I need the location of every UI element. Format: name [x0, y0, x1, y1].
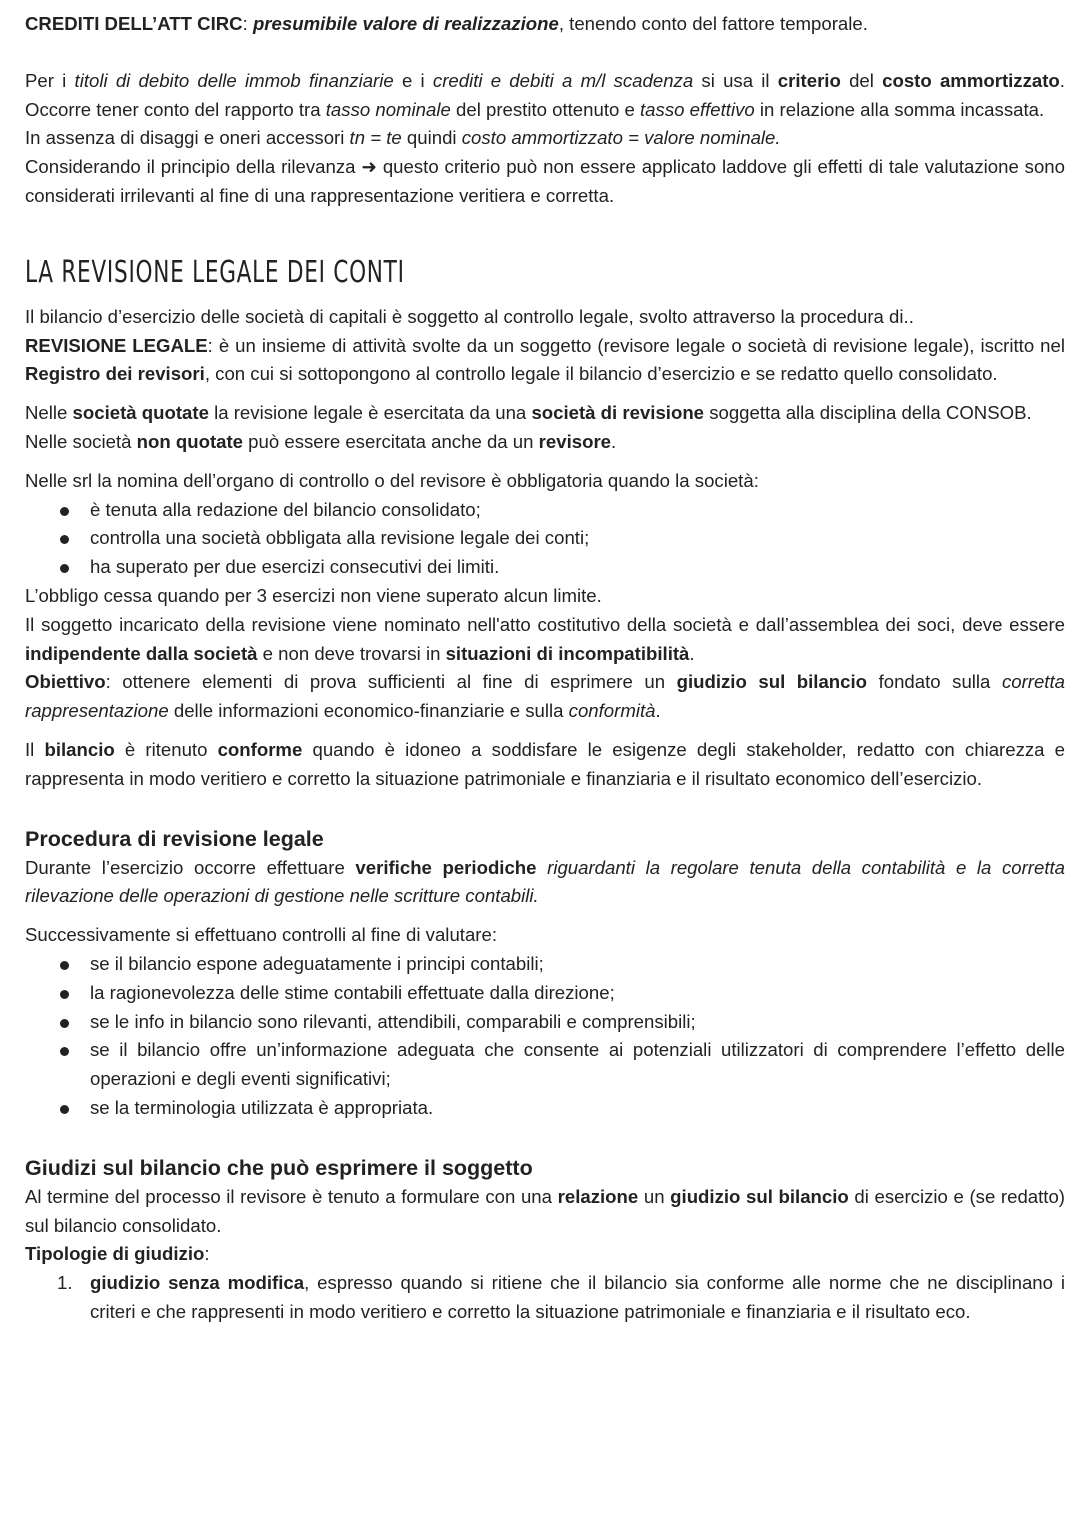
list-item — [90, 524, 1065, 553]
controlli-intro: Successivamente si effettuano controlli al fine di valutare: — [25, 924, 497, 946]
text-run: costo ammortizzato = valore nominale. — [461, 127, 781, 149]
revisione-intro: Il bilancio d’esercizio delle società di capitali è soggetto al controllo legale, svolto attraverso la procedura di.. — [25, 305, 914, 327]
crediti-paragraph — [25, 10, 1065, 39]
text-run: tasso nominale — [325, 98, 451, 120]
text-run: conformità — [568, 700, 656, 722]
crediti-label: CREDITI DELL’ATT CIRC — [25, 13, 243, 34]
crediti-sep: : — [242, 13, 253, 34]
text-run: , con cui si sottopongono al controllo legale il bilancio d’esercizio e se redatto quello consolidato. — [204, 363, 998, 385]
text-run: . Occorre tener conto del rapporto tra — [25, 69, 1065, 120]
text-run: . — [655, 700, 661, 722]
text-run: corretta rappresentazione — [25, 671, 1065, 722]
tipologie-label — [25, 1240, 1065, 1269]
text-run: giudizio sul bilancio — [676, 671, 868, 693]
text-run: : ottenere elementi di prova sufficienti al fine di esprimere un — [105, 671, 677, 693]
text-run: giudizio senza modifica — [90, 1272, 305, 1294]
text-run: si usa il — [693, 69, 778, 91]
text-run: crediti e debiti a m/l scadenza — [432, 69, 694, 91]
text-run: Tipologie di giudizio — [25, 1243, 205, 1265]
text-run: relazione — [557, 1185, 639, 1207]
section-title: LA REVISIONE LEGALE DEI CONTI — [25, 254, 405, 290]
text-run: può essere esercitata anche da un — [243, 430, 539, 452]
text-run: la revisione legale è esercitata da una — [208, 402, 532, 424]
text-run: del prestito ottenuto e — [450, 98, 641, 120]
text-run: Al termine del processo il revisore è tenuto a formulare con una — [25, 1185, 558, 1207]
text-run: fondato sulla — [867, 671, 1002, 693]
text-run: . — [689, 642, 695, 664]
bullet-icon — [60, 507, 69, 516]
text-run: conforme — [217, 738, 303, 760]
list-item-text: se la terminologia utilizzata è appropriata. — [90, 1096, 434, 1118]
text-run — [537, 857, 548, 878]
list-item — [90, 979, 1065, 1008]
disaggi-paragraph — [25, 124, 1065, 153]
non-quotate-paragraph — [25, 428, 1065, 457]
text-run: Obiettivo — [25, 671, 106, 693]
text-run: riguardanti la regolare tenuta della contabilità e la corretta rilevazione delle operazioni di gestione nelle scritture contabili. — [25, 856, 1066, 907]
bullet-icon — [60, 990, 69, 999]
text-run: e non deve trovarsi in — [257, 642, 446, 664]
text-run: del — [840, 69, 883, 91]
text-run: società quotate — [72, 402, 209, 424]
text-run: Durante l’esercizio occorre effettuare — [25, 856, 356, 878]
crediti-emphasis: presumibile valore di realizzazione — [252, 13, 559, 34]
list-item-text: se le info in bilancio sono rilevanti, attendibili, comparabili e comprensibili; — [90, 1010, 696, 1032]
soggetto-paragraph — [25, 611, 1065, 669]
text-run: società di revisione — [531, 402, 705, 424]
list-item-text: se il bilancio offre un’informazione adeguata che consente ai potenziali utilizzatori di comprendere l’effetto delle operazioni e degli eventi significativi; — [90, 1039, 1065, 1090]
text-run: : è un insieme di attività svolte da un soggetto (revisore legale o società di revisione legale), iscritto nel — [207, 334, 1065, 356]
text-run: revisore — [538, 430, 612, 452]
list-item — [90, 1036, 1065, 1094]
text-run: un — [638, 1185, 671, 1207]
text-run: Il — [25, 738, 45, 760]
text-run: Nelle — [25, 402, 73, 424]
bullet-icon — [60, 1105, 69, 1114]
controlli-list — [25, 950, 1065, 1123]
text-run: Il soggetto incaricato della revisione viene nominato nell'atto costitutivo della società e dall’assemblea dei soci, deve essere — [25, 613, 1065, 635]
srl-list — [25, 496, 1065, 582]
text-run: quando è idoneo a soddisfare le esigenze degli stakeholder, redatto con chiarezza e rappresenta in modo veritiero e corretto la situazione patrimoniale e finanziaria e il risultato economico dell’esercizio. — [25, 738, 1066, 789]
bullet-icon — [60, 564, 69, 573]
text-run: indipendente dalla società — [25, 642, 258, 664]
list-number: 1. — [57, 1272, 73, 1294]
costo-ammortizzato-paragraph — [25, 67, 1065, 125]
text-run: In assenza di disaggi e oneri accessori — [25, 127, 350, 149]
list-item — [90, 1008, 1065, 1037]
text-run: REVISIONE LEGALE — [25, 334, 208, 356]
text-run: tn = te — [349, 127, 402, 149]
srl-intro: Nelle srl la nomina dell’organo di controllo o del revisore è obbligatoria quando la società: — [25, 469, 759, 491]
giudizi-list — [25, 1269, 1065, 1327]
obbligo-cessa: L’obbligo cessa quando per 3 esercizi non viene superato alcun limite. — [25, 584, 602, 606]
crediti-rest: , tenendo conto del fattore temporale. — [558, 13, 868, 34]
text-run: bilancio — [44, 738, 115, 760]
bullet-icon — [60, 1047, 69, 1056]
text-run: costo ammortizzato — [882, 69, 1060, 91]
list-item — [90, 553, 1065, 582]
list-item-text: è tenuta alla redazione del bilancio consolidato; — [90, 498, 481, 520]
text-run: giudizio sul bilancio — [670, 1185, 849, 1207]
text-run: titoli di debito delle immob finanziarie — [74, 69, 394, 91]
procedura-paragraph — [25, 854, 1065, 912]
list-item-text: la ragionevolezza delle stime contabili effettuate dalla direzione; — [90, 981, 615, 1003]
text-run: in relazione alla somma incassata. — [754, 98, 1045, 120]
text-run: tasso effettivo — [640, 98, 755, 120]
text-run: Per i — [25, 69, 75, 91]
bullet-icon — [60, 535, 69, 544]
text-run: criterio — [777, 69, 841, 91]
giudizi-heading: Giudizi sul bilancio che può esprimere il soggetto — [25, 1155, 533, 1180]
list-item — [57, 1269, 1065, 1327]
text-run: Registro dei revisori — [25, 363, 205, 385]
procedura-heading: Procedura di revisione legale — [25, 826, 324, 851]
text-run: di esercizio e (se redatto) sul bilancio consolidato. — [25, 1185, 1066, 1236]
list-item-text: ha superato per due esercizi consecutivi dei limiti. — [90, 556, 500, 578]
list-item — [90, 950, 1065, 979]
text-run: e i — [393, 69, 433, 91]
obiettivo-paragraph — [25, 668, 1065, 726]
giudizi-paragraph — [25, 1183, 1065, 1241]
list-item-text: controlla una società obbligata alla revisione legale dei conti; — [90, 527, 590, 549]
rilevanza-paragraph: Considerando il principio della rilevanza ➜ questo criterio può non essere applicato laddove gli effetti di tale valutazione sono considerati irrilevanti al fine di una rappresentazione veritiera e corretta. — [25, 156, 1065, 206]
text-run: quindi — [401, 127, 462, 149]
text-run: : — [204, 1243, 210, 1265]
text-run: . — [611, 430, 617, 452]
bullet-icon — [60, 1019, 69, 1028]
revisione-definition — [25, 332, 1065, 390]
text-run: Nelle società — [25, 430, 137, 452]
list-item — [90, 1094, 1065, 1123]
quotate-paragraph — [25, 399, 1065, 428]
text-run: verifiche periodiche — [355, 856, 537, 878]
bullet-icon — [60, 961, 69, 970]
conforme-paragraph — [25, 736, 1065, 794]
text-run: soggetta alla disciplina della CONSOB. — [704, 402, 1032, 424]
text-run: non quotate — [136, 430, 244, 452]
text-run: , espresso quando si ritiene che il bilancio sia conforme alle norme che ne disciplinano i criteri e che rappresenti in modo veritiero e corretto la situazione patrimoniale e finanziaria e il risultato eco. — [90, 1272, 1065, 1322]
text-run: è ritenuto — [114, 738, 218, 760]
text-run: situazioni di incompatibilità — [445, 642, 690, 664]
text-run: delle informazioni economico-finanziarie e sulla — [168, 700, 569, 722]
list-item-text: se il bilancio espone adeguatamente i principi contabili; — [90, 952, 544, 974]
list-item — [90, 496, 1065, 525]
